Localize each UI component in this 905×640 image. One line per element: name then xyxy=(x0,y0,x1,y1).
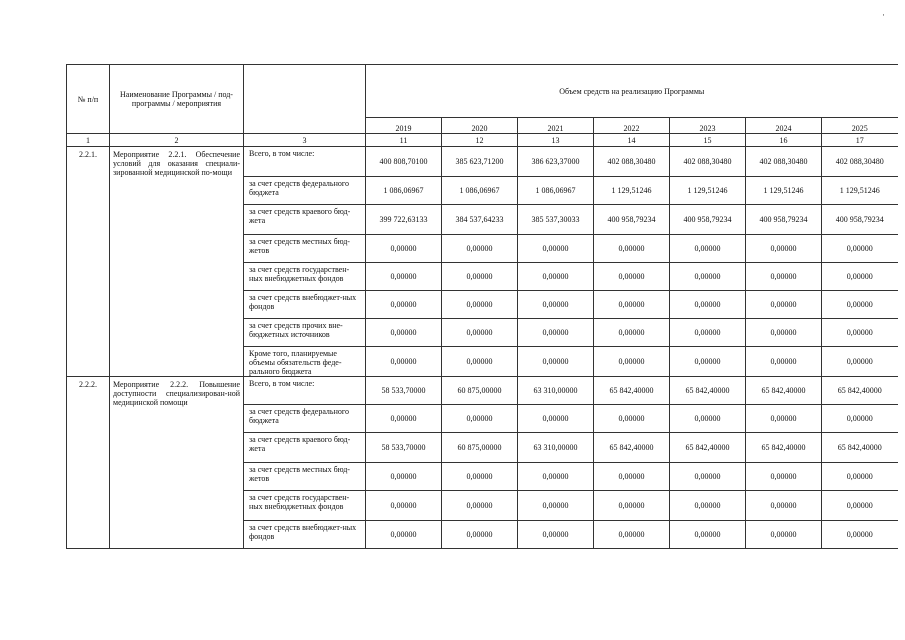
year-header: 2020 xyxy=(442,118,518,134)
amount-cell: 0,00000 xyxy=(746,491,822,521)
amount-cell: 0,00000 xyxy=(594,347,670,377)
amount-cell: 0,00000 xyxy=(442,521,518,549)
amount-cell: 0,00000 xyxy=(670,319,746,347)
funding-title: Объем средств на реализацию Программы xyxy=(366,65,898,118)
funding-source: Кроме того, планируемые объемы обязательств феде-рального бюджета xyxy=(244,347,366,377)
amount-cell: 0,00000 xyxy=(822,291,898,319)
amount-cell: 0,00000 xyxy=(822,405,898,433)
funding-source: за счет средств местных бюд-жетов xyxy=(244,463,366,491)
amount-cell: 58 533,70000 xyxy=(366,433,442,463)
amount-cell: 0,00000 xyxy=(442,235,518,263)
funding-source: за счет средств государствен-ных внебюджетных фондов xyxy=(244,263,366,291)
amount-cell: 0,00000 xyxy=(822,235,898,263)
amount-cell: 65 842,40000 xyxy=(670,433,746,463)
amount-cell: 60 875,00000 xyxy=(442,377,518,405)
funding-source: за счет средств государствен-ных внебюджетных фондов xyxy=(244,491,366,521)
amount-cell: 63 310,00000 xyxy=(518,377,594,405)
amount-cell: 400 958,79234 xyxy=(594,205,670,235)
funding-source: за счет средств краевого бюд-жета xyxy=(244,205,366,235)
amount-cell: 0,00000 xyxy=(594,263,670,291)
amount-cell: 384 537,64233 xyxy=(442,205,518,235)
amount-cell: 0,00000 xyxy=(366,521,442,549)
amount-cell: 0,00000 xyxy=(670,405,746,433)
amount-cell: 0,00000 xyxy=(442,263,518,291)
column-number: 13 xyxy=(518,134,594,147)
amount-cell: 1 086,06967 xyxy=(366,177,442,205)
funding-source: за счет средств местных бюд-жетов xyxy=(244,235,366,263)
amount-cell: 0,00000 xyxy=(518,347,594,377)
amount-cell: 0,00000 xyxy=(442,463,518,491)
amount-cell: 0,00000 xyxy=(518,235,594,263)
funding-source: за счет средств федерального бюджета xyxy=(244,405,366,433)
column-number: 2 xyxy=(110,134,244,147)
amount-cell: 65 842,40000 xyxy=(670,377,746,405)
amount-cell: 0,00000 xyxy=(670,263,746,291)
amount-cell: 1 129,51246 xyxy=(670,177,746,205)
amount-cell: 402 088,30480 xyxy=(670,147,746,177)
amount-cell: 0,00000 xyxy=(518,491,594,521)
column-number: 3 xyxy=(244,134,366,147)
year-header: 2024 xyxy=(746,118,822,134)
amount-cell: 0,00000 xyxy=(746,405,822,433)
amount-cell: 1 129,51246 xyxy=(746,177,822,205)
amount-cell: 0,00000 xyxy=(594,463,670,491)
amount-cell: 0,00000 xyxy=(442,319,518,347)
funding-source: Всего, в том числе: xyxy=(244,377,366,405)
amount-cell: 0,00000 xyxy=(594,405,670,433)
amount-cell: 385 537,30033 xyxy=(518,205,594,235)
item-code: 2.2.1. xyxy=(67,147,110,377)
funding-source: за счет средств прочих вне-бюджетных источников xyxy=(244,319,366,347)
table-row xyxy=(67,147,898,177)
column-number: 16 xyxy=(746,134,822,147)
amount-cell: 400 958,79234 xyxy=(670,205,746,235)
amount-cell: 0,00000 xyxy=(594,521,670,549)
amount-cell: 0,00000 xyxy=(366,491,442,521)
amount-cell: 58 533,70000 xyxy=(366,377,442,405)
amount-cell: 0,00000 xyxy=(822,319,898,347)
amount-cell: 0,00000 xyxy=(366,291,442,319)
column-number: 1 xyxy=(67,134,110,147)
amount-cell: 402 088,30480 xyxy=(594,147,670,177)
amount-cell: 0,00000 xyxy=(746,319,822,347)
amount-cell: 0,00000 xyxy=(746,347,822,377)
amount-cell: 0,00000 xyxy=(518,521,594,549)
amount-cell: 385 623,71200 xyxy=(442,147,518,177)
amount-cell: 0,00000 xyxy=(518,463,594,491)
column-number: 11 xyxy=(366,134,442,147)
amount-cell: 0,00000 xyxy=(746,521,822,549)
amount-cell: 386 623,37000 xyxy=(518,147,594,177)
amount-cell: 0,00000 xyxy=(366,347,442,377)
year-header: 2022 xyxy=(594,118,670,134)
amount-cell: 1 129,51246 xyxy=(594,177,670,205)
amount-cell: 0,00000 xyxy=(670,291,746,319)
amount-cell: 0,00000 xyxy=(670,491,746,521)
amount-cell: 0,00000 xyxy=(822,491,898,521)
column-number: 15 xyxy=(670,134,746,147)
amount-cell: 0,00000 xyxy=(366,263,442,291)
amount-cell: 1 129,51246 xyxy=(822,177,898,205)
amount-cell: 0,00000 xyxy=(442,291,518,319)
header-name: Наименование Программы / под-программы / мероприятия xyxy=(110,65,244,134)
header-num: № п/п xyxy=(67,65,110,134)
amount-cell: 0,00000 xyxy=(518,319,594,347)
amount-cell: 65 842,40000 xyxy=(746,377,822,405)
amount-cell: 400 958,79234 xyxy=(746,205,822,235)
amount-cell: 402 088,30480 xyxy=(822,147,898,177)
amount-cell: 0,00000 xyxy=(822,263,898,291)
amount-cell: 0,00000 xyxy=(594,319,670,347)
amount-cell: 0,00000 xyxy=(822,463,898,491)
amount-cell: 65 842,40000 xyxy=(746,433,822,463)
funding-source: за счет средств краевого бюд-жета xyxy=(244,433,366,463)
amount-cell: 0,00000 xyxy=(670,463,746,491)
item-code: 2.2.2. xyxy=(67,377,110,549)
amount-cell: 0,00000 xyxy=(594,491,670,521)
funding-source: Всего, в том числе: xyxy=(244,147,366,177)
funding-source: за счет средств внебюджет-ных фондов xyxy=(244,291,366,319)
column-number: 17 xyxy=(822,134,898,147)
column-number: 12 xyxy=(442,134,518,147)
funding-table xyxy=(66,64,898,549)
amount-cell: 1 086,06967 xyxy=(442,177,518,205)
year-header: 2019 xyxy=(366,118,442,134)
amount-cell: 400 808,70100 xyxy=(366,147,442,177)
year-header: 2023 xyxy=(670,118,746,134)
amount-cell: 0,00000 xyxy=(366,463,442,491)
amount-cell: 0,00000 xyxy=(594,291,670,319)
page-mark: · xyxy=(882,10,885,20)
year-header: 2021 xyxy=(518,118,594,134)
amount-cell: 0,00000 xyxy=(670,521,746,549)
amount-cell: 65 842,40000 xyxy=(822,377,898,405)
amount-cell: 0,00000 xyxy=(518,291,594,319)
amount-cell: 0,00000 xyxy=(822,347,898,377)
item-name: Мероприятие 2.2.1. Обеспечение условий для оказания специали-зированной медицинской по-мощи xyxy=(110,147,244,377)
funding-source: за счет средств федерального бюджета xyxy=(244,177,366,205)
amount-cell: 0,00000 xyxy=(594,235,670,263)
amount-cell: 0,00000 xyxy=(518,405,594,433)
amount-cell: 0,00000 xyxy=(822,521,898,549)
amount-cell: 0,00000 xyxy=(442,491,518,521)
amount-cell: 0,00000 xyxy=(366,235,442,263)
amount-cell: 400 958,79234 xyxy=(822,205,898,235)
amount-cell: 0,00000 xyxy=(746,291,822,319)
amount-cell: 65 842,40000 xyxy=(594,377,670,405)
funding-source: за счет средств внебюджет-ных фондов xyxy=(244,521,366,549)
amount-cell: 0,00000 xyxy=(366,405,442,433)
amount-cell: 399 722,63133 xyxy=(366,205,442,235)
amount-cell: 1 086,06967 xyxy=(518,177,594,205)
amount-cell: 65 842,40000 xyxy=(594,433,670,463)
amount-cell: 0,00000 xyxy=(366,319,442,347)
year-header: 2025 xyxy=(822,118,898,134)
amount-cell: 0,00000 xyxy=(670,235,746,263)
column-number: 14 xyxy=(594,134,670,147)
amount-cell: 0,00000 xyxy=(518,263,594,291)
amount-cell: 65 842,40000 xyxy=(822,433,898,463)
amount-cell: 0,00000 xyxy=(442,347,518,377)
amount-cell: 0,00000 xyxy=(442,405,518,433)
amount-cell: 0,00000 xyxy=(746,463,822,491)
header-source xyxy=(244,65,366,134)
amount-cell: 402 088,30480 xyxy=(746,147,822,177)
amount-cell: 0,00000 xyxy=(670,347,746,377)
amount-cell: 63 310,00000 xyxy=(518,433,594,463)
amount-cell: 0,00000 xyxy=(746,263,822,291)
amount-cell: 60 875,00000 xyxy=(442,433,518,463)
table-row xyxy=(67,377,898,405)
item-name: Мероприятие 2.2.2. Повышение доступности специализирован-ной медицинской помощи xyxy=(110,377,244,549)
amount-cell: 0,00000 xyxy=(746,235,822,263)
